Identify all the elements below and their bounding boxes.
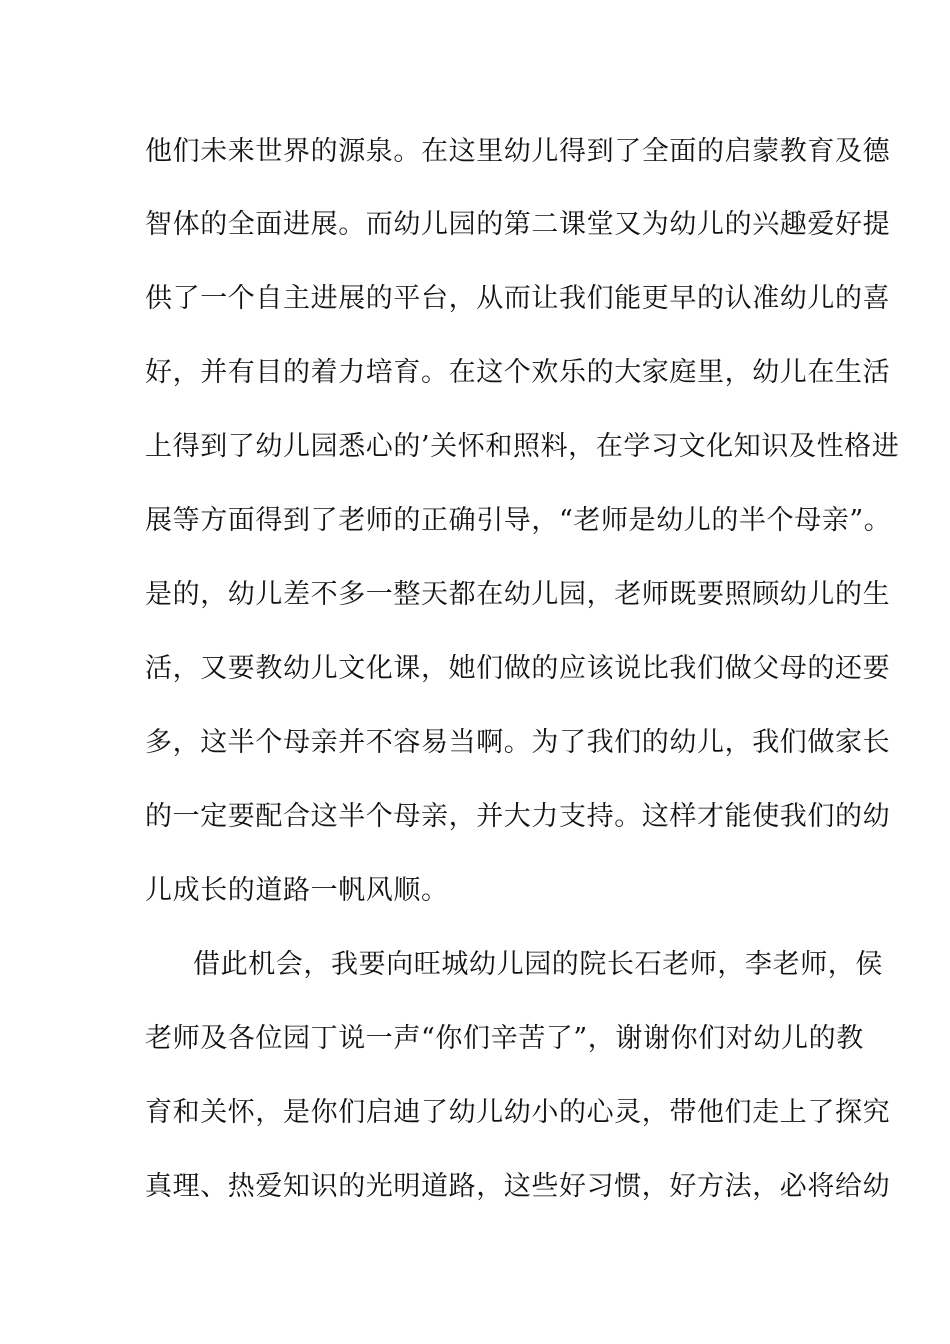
text-line: 的一定要配合这半个母亲，并大力支持。这样才能使我们的幼 <box>145 801 891 832</box>
paragraph-start-line: 借此机会，我要向旺城幼儿园的院长石老师，李老师，侯 <box>193 949 883 980</box>
text-line: 展等方面得到了老师的正确引导，“老师是幼儿的半个母亲”。 <box>145 505 892 536</box>
text-line: 老师及各位园丁说一声“你们辛苦了”，谢谢你们对幼儿的教 <box>145 1023 864 1054</box>
text-line: 智体的全面进展。而幼儿园的第二课堂又为幼儿的兴趣爱好提 <box>145 209 891 240</box>
text-line: 上得到了幼儿园悉心的’关怀和照料，在学习文化知识及性格进 <box>145 431 900 462</box>
text-line: 育和关怀，是你们启迪了幼儿幼小的心灵，带他们走上了探究 <box>145 1097 891 1128</box>
text-line: 他们未来世界的源泉。在这里幼儿得到了全面的启蒙教育及德 <box>145 136 891 167</box>
text-line: 真理、热爱知识的光明道路，这些好习惯，好方法，必将给幼 <box>145 1171 891 1202</box>
text-line: 多，这半个母亲并不容易当啊。为了我们的幼儿，我们做家长 <box>145 727 891 758</box>
text-line: 儿成长的道路一帆风顺。 <box>145 875 449 906</box>
text-line: 供了一个自主进展的平台，从而让我们能更早的认准幼儿的喜 <box>145 283 891 314</box>
text-line: 是的，幼儿差不多一整天都在幼儿园，老师既要照顾幼儿的生 <box>145 579 891 610</box>
text-line: 好，并有目的着力培育。在这个欢乐的大家庭里，幼儿在生活 <box>145 357 891 388</box>
text-line: 活，又要教幼儿文化课，她们做的应该说比我们做父母的还要 <box>145 653 891 684</box>
